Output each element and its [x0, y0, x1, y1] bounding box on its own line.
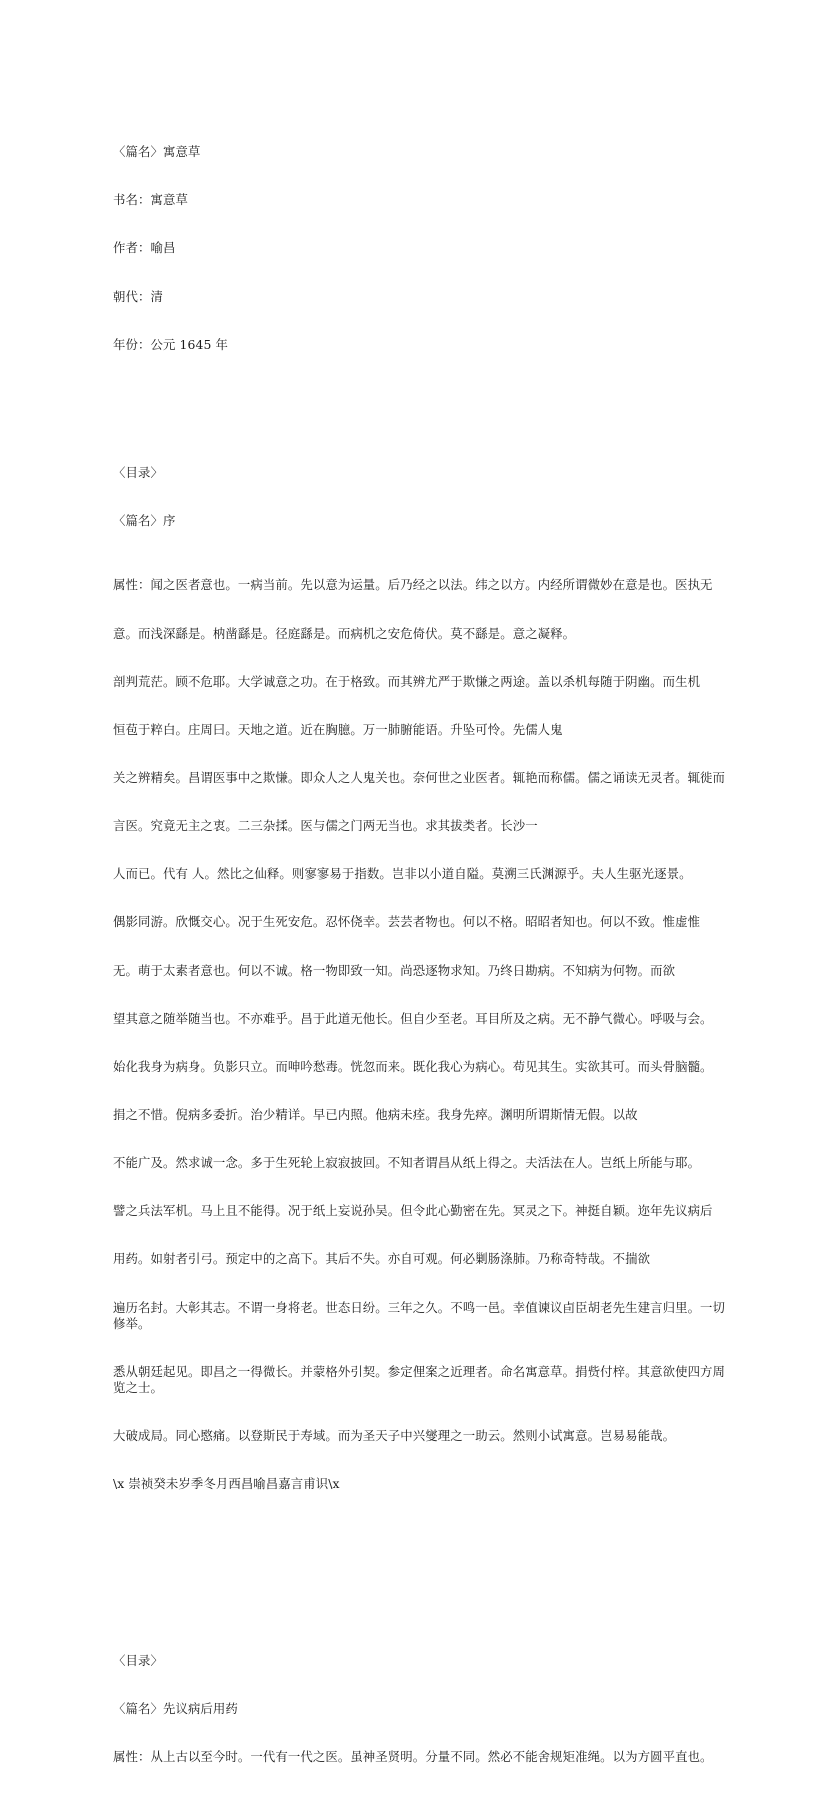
header-field-book-title: 书名：寓意草 [113, 192, 188, 208]
body-line: 遍历名封。大彰其志。不谓一身将老。世态日纷。三年之久。不鸣一邑。幸值谏议卣臣胡老先生建言归里。一切修举。 [113, 1299, 726, 1331]
body-line: 譬之兵法军机。马上且不能得。况于纸上妄说孙吴。但令此心勤密在先。冥灵之下。神挺自颖。迩年先议病后 [113, 1203, 713, 1219]
body-line: 无。萌于太素者意也。何以不诚。格一物即致一知。尚恐逐物求知。乃终日勘病。不知病为何物。而欲 [113, 962, 676, 978]
spacer-after-header [113, 401, 735, 417]
body-line: 关之辨精矣。昌谓医事中之欺慊。即众人之人鬼关也。奈何世之业医者。辄艳而称儒。儒之诵读无灵者。辄徙而 [113, 769, 726, 785]
body-line: 言医。究竟无主之衷。二三杂揉。医与儒之门两无当也。求其拔类者。长沙一 [113, 818, 538, 834]
body-line: 剖判荒茫。顾不危耶。大学诚意之功。在于格致。而其辨尤严于欺慊之两途。盖以杀机每随于阴幽。而生机 [113, 673, 701, 689]
body-line: 捐之不惜。倪病多委折。治少精详。早已内照。他病未痊。我身先瘁。渊明所谓斯情无假。以故 [113, 1106, 638, 1122]
body-line: 属性：闻之医者意也。一病当前。先以意为运量。后乃经之以法。纬之以方。内经所谓微妙在意是也。医执无 [113, 577, 713, 593]
body-line: 大破成局。同心愍痛。以登斯民于寿域。而为圣天子中兴燮理之一助云。然则小试寓意。岂易易能哉。 [113, 1427, 676, 1443]
header-section-tag: 〈篇名〉寓意草 [113, 144, 201, 160]
body-line: 始化我身为病身。负影只立。而呻吟愁毒。恍忽而来。既化我心为病心。苟见其生。实欲其可。而头骨脑髓。 [113, 1058, 713, 1074]
body-line: 悉从朝廷起见。即昌之一得微长。并蒙格外引契。参定俚案之近理者。命名寓意草。捐赀付梓。其意欲使四方周览之士。 [113, 1363, 726, 1395]
catalog-tag-second-section: 〈目录〉 [113, 1652, 163, 1668]
preface-signature-line: \x 崇祯癸未岁季冬月西昌喻昌嘉言甫识\x [113, 1476, 340, 1492]
body-line: 不能广及。然求诚一念。多于生死轮上寂寂披回。不知者谓昌从纸上得之。夫活法在人。岂纸上所能与耶。 [113, 1155, 701, 1171]
section-tag-second-section: 〈篇名〉先议病后用药 [113, 1700, 238, 1716]
spacer-after-preface [113, 1540, 735, 1556]
header-field-dynasty: 朝代：清 [113, 288, 163, 304]
catalog-tag-preface: 〈目录〉 [113, 465, 163, 481]
body-line: 偶影同游。欣慨交心。况于生死安危。忍怀侥幸。芸芸者物也。何以不格。昭昭者知也。何以不致。惟虚惟 [113, 914, 701, 930]
body-line: 属性：从上古以至今时。一代有一代之医。虽神圣贤明。分量不同。然必不能舍规矩准绳。以为方圆平直也。 [113, 1748, 713, 1764]
section-tag-preface: 〈篇名〉序 [113, 513, 176, 529]
header-field-year: 年份：公元 1645 年 [113, 336, 228, 352]
body-line: 人而已。代有 人。然比之仙释。则寥寥易于指数。岂非以小道自隘。莫溯三氏渊源乎。夫人生驱光逐景。 [113, 866, 692, 882]
document-text-body [113, 96, 735, 1813]
body-line: 恒苞于粹白。庄周曰。天地之道。近在胸臆。万一肺腑能语。升坠可怜。先儒人鬼 [113, 721, 563, 737]
body-line: 意。而浅深繇是。枘凿繇是。径庭繇是。而病机之安危倚伏。莫不繇是。意之凝释。 [113, 625, 576, 641]
body-line: 望其意之随举随当也。不亦难乎。昌于此道无他长。但自少至老。耳目所及之病。无不静气微心。呼吸与会。 [113, 1010, 713, 1026]
header-field-author: 作者：喻昌 [113, 240, 176, 256]
spacer-after-preface-2 [113, 1588, 735, 1604]
body-line: 用药。如射者引弓。预定中的之高下。其后不失。亦自可观。何必剿肠涤肺。乃称奇特哉。不揣欲 [113, 1251, 651, 1267]
